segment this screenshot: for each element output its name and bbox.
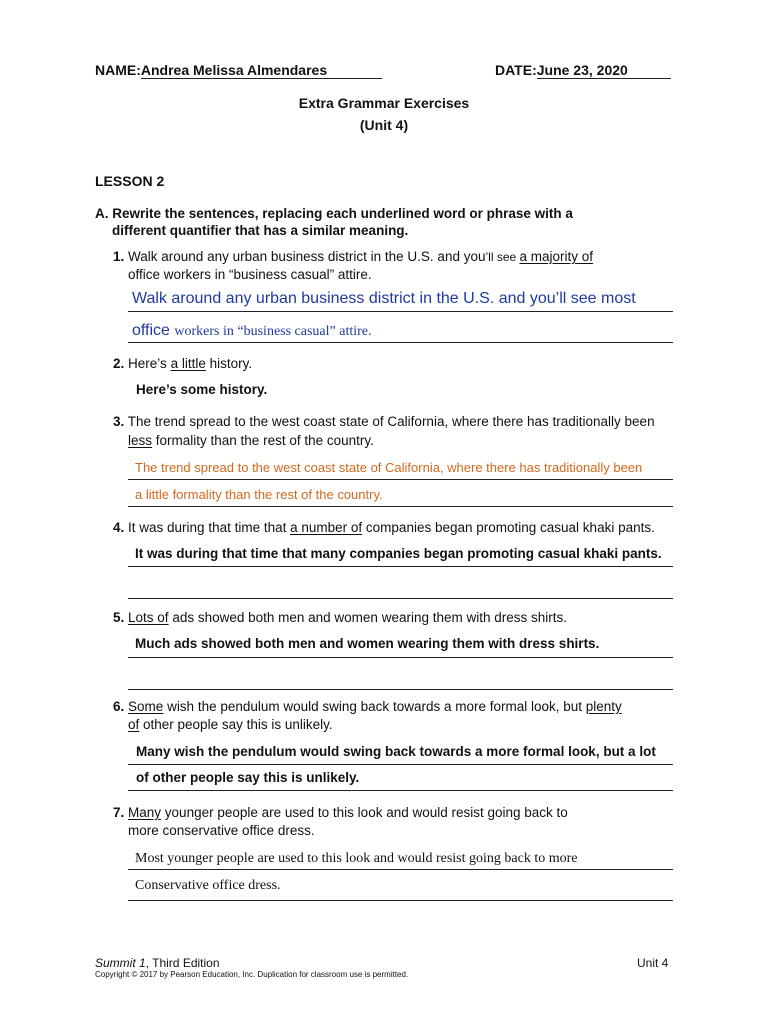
underlined-phrase: Lots of [128,610,169,625]
underlined-phrase: Many [128,805,162,820]
question-number: 4. [113,520,125,535]
answer-2-line-1: Here’s some history. [136,382,268,397]
instructions-line-1: A. Rewrite the sentences, replacing each underlined word or phrase with a [95,206,573,221]
answer-5-line-1: Much ads showed both men and women wearing them with dress shirts. [135,636,600,651]
question-7-line-2: more conservative office dress. [128,823,315,838]
footer-book-title: Summit 1, Third Edition [95,956,220,970]
page-title: Extra Grammar Exercises [298,95,470,111]
answer-line [128,790,673,791]
question-6-line-1: 6. Some wish the pendulum would swing back towards a more formal look, but plenty [113,699,622,714]
lesson-heading: LESSON 2 [95,173,165,189]
answer-line [128,598,673,599]
answer-line [128,506,673,507]
answer-line [128,479,673,480]
underlined-phrase: less [128,433,153,448]
answer-line [128,657,673,658]
underlined-phrase: plenty [585,699,622,714]
answer-line [128,900,673,901]
answer-line [128,566,673,567]
question-number: 5. [113,610,125,625]
question-5: 5. Lots of ads showed both men and women wearing them with dress shirts. [113,610,568,625]
answer-line [128,689,673,690]
question-3-line-2: less formality than the rest of the country. [128,433,374,448]
question-7-line-1: 7. Many younger people are used to this look and would resist going back to [113,805,568,820]
answer-1-line-2: office workers in “business casual” attire. [132,322,372,339]
answer-line [128,342,673,343]
question-1-line-2: office workers in “business casual” attire. [128,267,372,282]
question-1-line-1: 1. Walk around any urban business district in the U.S. and you’ll see a majority of [113,249,594,264]
underlined-phrase: Some [128,699,164,714]
answer-line [128,764,673,765]
date-row [495,62,671,79]
underlined-phrase: a number of [290,520,363,535]
instructions-line-2: different quantifier that has a similar meaning. [112,223,409,238]
question-number: 7. [113,805,125,820]
date-value: June 23, 2020 [537,62,671,79]
underlined-phrase: a majority of [519,249,594,264]
answer-7-line-2: Conservative office dress. [135,878,281,893]
answer-6-line-2: of other people say this is unlikely. [136,770,360,785]
answer-6-line-1: Many wish the pendulum would swing back towards a more formal look, but a lot [136,744,656,759]
answer-line [128,311,673,312]
answer-7-line-1: Most younger people are used to this look and would resist going back to more [135,851,578,866]
answer-3-line-1: The trend spread to the west coast state of California, where there has traditionally been [135,460,643,475]
name-row [95,62,382,79]
answer-line [128,869,673,870]
question-number: 2. [113,356,125,371]
footer-copyright: Copyright © 2017 by Pearson Education, Inc. Duplication for classroom use is permitted. [95,970,409,979]
question-4: 4. It was during that time that a number of companies began promoting casual khaki pants. [113,520,655,535]
answer-1-line-1: Walk around any urban business district in the U.S. and you’ll see most [132,290,636,307]
question-number: 6. [113,699,125,714]
underlined-phrase: a little [170,356,206,371]
answer-3-line-2: a little formality than the rest of the country. [135,487,383,502]
question-number: 1. [113,249,125,264]
question-3-line-1: 3. The trend spread to the west coast state of California, where there has traditionally been [113,414,655,429]
underlined-phrase: of [128,717,140,732]
page-subtitle: (Unit 4) [359,117,409,133]
question-number: 3. [113,414,125,429]
name-label: NAME: [95,62,141,78]
footer-unit: Unit 4 [637,956,669,970]
date-label: DATE: [495,62,537,78]
question-2: 2. Here’s a little history. [113,356,253,371]
name-value: Andrea Melissa Almendares [141,62,382,79]
question-6-line-2: of other people say this is unlikely. [128,717,333,732]
answer-4-line-1: It was during that time that many companies began promoting casual khaki pants. [135,546,662,561]
